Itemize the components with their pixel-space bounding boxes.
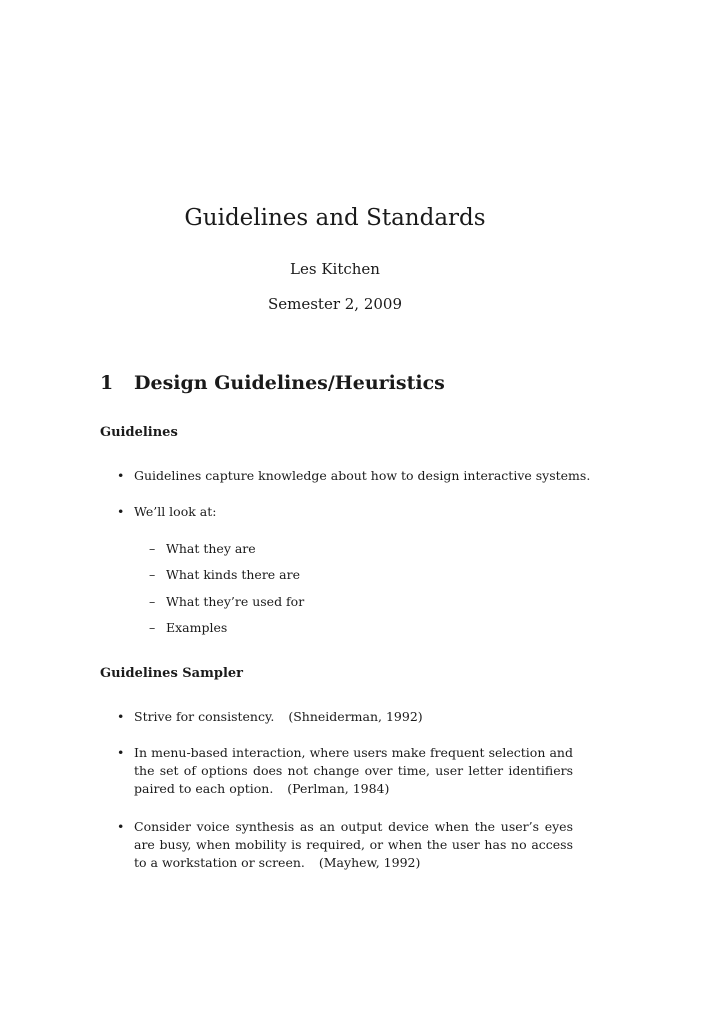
citation: (Perlman, 1984) (287, 781, 390, 796)
bullet-icon: • (117, 504, 125, 519)
sub-item-text: What kinds there are (166, 567, 301, 582)
bullet-text (134, 744, 573, 798)
dash-icon: – (149, 541, 156, 556)
bullet-text (134, 818, 573, 872)
bullet-text: We’ll look at: (134, 504, 217, 519)
document-title: Guidelines and Standards (184, 205, 486, 231)
guidelines-heading: Guidelines (100, 425, 178, 440)
section-heading (100, 372, 445, 394)
sub-item-text: Examples (166, 620, 228, 635)
citation: (Shneiderman, 1992) (288, 709, 423, 724)
section-title: Design Guidelines/Heuristics (134, 372, 445, 394)
dash-icon: – (149, 620, 156, 635)
sampler-heading: Guidelines Sampler (100, 666, 244, 681)
dash-icon: – (149, 567, 156, 582)
list-item (117, 744, 573, 798)
guideline-text: Strive for consistency. (134, 709, 275, 724)
bullet-icon: • (117, 819, 125, 834)
list-item (117, 818, 573, 872)
bullet-icon: • (117, 745, 125, 760)
document-date: Semester 2, 2009 (267, 295, 403, 313)
sub-item-text: What they’re used for (166, 594, 305, 609)
guideline-text: Consider voice synthesis as an output device when the user’s eyes are busy, when mobility is required, or when the user has no access to a workstation or screen. (134, 819, 573, 870)
guideline-text: In menu-based interaction, where users make frequent selection and the set of options does not change over time, user letter identifiers paired to each option. (134, 745, 573, 796)
section-number: 1 (100, 372, 114, 394)
document-author: Les Kitchen (290, 260, 380, 278)
bullet-text: Guidelines capture knowledge about how to design interactive systems. (134, 468, 591, 483)
bullet-icon: • (117, 709, 125, 724)
bullet-icon: • (117, 468, 125, 483)
dash-icon: – (149, 594, 156, 609)
sub-item-text: What they are (166, 541, 256, 556)
citation: (Mayhew, 1992) (318, 855, 421, 870)
bullet-text (134, 709, 423, 724)
